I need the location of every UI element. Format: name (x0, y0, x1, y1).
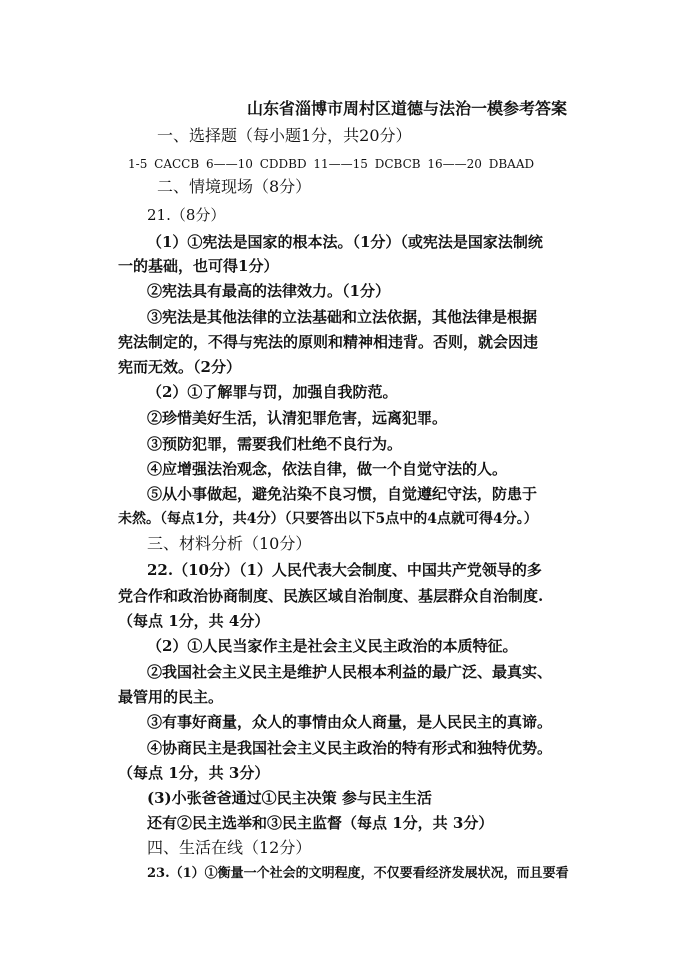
answer-line: （2）①人民当家作主是社会主义民主政治的本质特征。 (147, 637, 518, 655)
answer-line: （每点 1分，共 4分） (118, 612, 270, 630)
answer-line: ③预防犯罪，需要我们杜绝不良行为。 (147, 435, 403, 453)
answer-line: （1）①宪法是国家的根本法。（1分）（或宪法是国家法制统 (147, 233, 543, 251)
answer-line: ⑤从小事做起，避免沾染不良习惯，自觉遵纪守法，防患于 (147, 485, 538, 503)
answer-line: （2）①了解罪与罚，加强自我防范。 (147, 383, 398, 401)
section-heading-material: 三、材料分析（10分） (147, 534, 312, 553)
answer-line: (3)小张爸爸通过①民主决策 参与民主生活 (147, 789, 432, 807)
answer-line: ③有事好商量，众人的事情由众人商量，是人民民主的真谛。 (147, 713, 553, 731)
answer-line: ③宪法是其他法律的立法基础和立法依据，其他法律是根据 (147, 308, 538, 326)
answer-line: ②我国社会主义民主是维护人民根本利益的最广泛、最真实、 (147, 663, 553, 681)
answer-line: ④应增强法治观念，依法自律，做一个自觉守法的人。 (147, 460, 508, 478)
answer-line: ②宪法具有最高的法律效力。（1分） (147, 282, 390, 300)
section-heading-choice: 一、选择题（每小题1分，共20分） (157, 126, 412, 145)
choice-answers: 1-5 CACCB 6——10 CDDBD 11——15 DCBCB 16——20 DBAAD (128, 157, 535, 171)
section-heading-scenario: 二、情境现场（8分） (157, 177, 312, 196)
answer-line: 未然。（每点1分，共4分）（只要答出以下5点中的4点就可得4分。） (118, 511, 538, 527)
answer-line: （每点 1分，共 3分） (118, 764, 270, 782)
question-22-line: 22.（10分）（1）人民代表大会制度、中国共产党领导的多 (147, 561, 542, 579)
answer-line: 党合作和政治协商制度、民族区域自治制度、基层群众自治制度. (118, 587, 544, 605)
answer-line: 宪而无效。（2分） (118, 358, 241, 376)
answer-line: 最管用的民主。 (118, 688, 224, 706)
question-21-header: 21.（8分） (147, 206, 226, 224)
answer-line: ④协商民主是我国社会主义民主政治的特有形式和独特优势。 (147, 739, 553, 757)
section-heading-life: 四、生活在线（12分） (147, 838, 312, 857)
answer-line: 一的基础，也可得1分） (118, 257, 279, 275)
document-title: 山东省淄博市周村区道德与法治一模参考答案 (247, 99, 568, 118)
question-23-line: 23.（1）①衡量一个社会的文明程度，不仅要看经济发展状况，而且要看 (147, 866, 569, 881)
answer-line: 宪法制定的，不得与宪法的原则和精神相违背。否则，就会因违 (118, 333, 539, 351)
answer-line: 还有②民主选举和③民主监督（每点 1分，共 3分） (147, 814, 494, 832)
answer-line: ②珍惜美好生活，认清犯罪危害，远离犯罪。 (147, 409, 448, 427)
